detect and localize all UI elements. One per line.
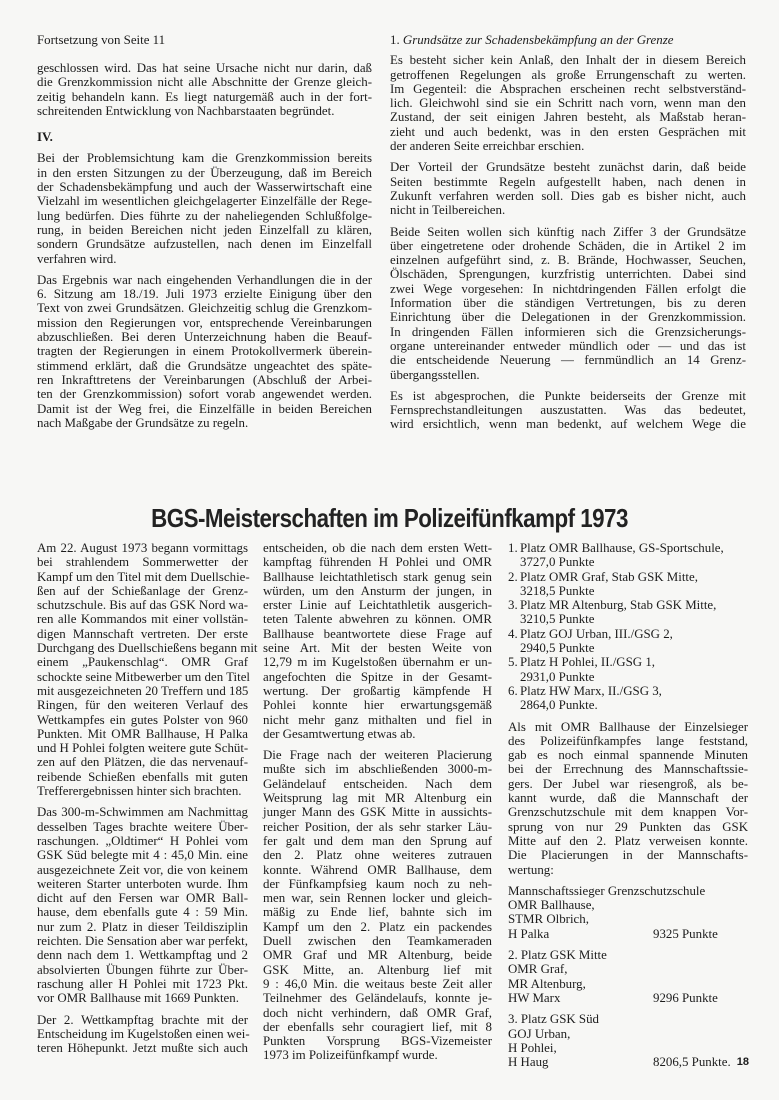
paragraph (37, 1013, 248, 1056)
text-line: einem „Paukenschlag“. OMR Graf (37, 655, 248, 670)
text-line: nur zum 2. Platz in dieser Teildisziplin (37, 919, 248, 934)
result-text (520, 627, 673, 656)
text-line: ßen auf der Schießanlage der Grenz- (37, 583, 248, 598)
text-line: seine Art. Mit der besten Weite von (263, 641, 492, 656)
result-points: 3210,5 Punkte (520, 612, 595, 627)
result-points: 2940,5 Punkte (520, 641, 595, 656)
text-line: mäßig zu Ende lief, bahnte sich im (263, 905, 492, 920)
text-line: OMR Graf und MR Altenburg, beide (263, 948, 492, 963)
team-points: 9325 Punkte (653, 926, 718, 941)
team-member-row (508, 912, 748, 926)
text-line: lich. Gleichwohl sind sie ein Schritt nach vorn, wenn man den (390, 96, 746, 111)
result-rank: 5. (508, 655, 518, 670)
text-line: Ballhause beantwortete diese Frage auf (263, 626, 492, 641)
text-line: angefochten die Spitze in der Gesamt- (263, 669, 492, 684)
team-member: OMR Graf, (508, 962, 568, 977)
team-title: 2. Platz GSK Mitte (508, 948, 607, 963)
team-member: H Palka (508, 926, 550, 941)
result-name: Platz HW Marx, II./GSG 3, (520, 683, 662, 698)
team-member-row (508, 1027, 748, 1041)
text-line: der Schadensbekämpfung und auch der Wasserwirtschaft eine (37, 180, 372, 195)
top-right-column (390, 33, 746, 432)
team-member-row (508, 962, 748, 976)
result-name: Platz OMR Graf, Stab GSK Mitte, (520, 569, 698, 584)
team-result (508, 948, 748, 1005)
paragraph (390, 225, 746, 382)
result-item (508, 684, 748, 713)
text-line: über eingetretene oder drohende Schäden, die in Artikel 2 im (390, 238, 746, 253)
result-rank: 3. (508, 598, 518, 613)
text-line: desselben Tages brachte weitere Über- (37, 819, 248, 834)
text-line: der Fünfkampfsieg kaum noch zu neh- (263, 876, 492, 891)
text-line: entscheiden, ob die nach dem ersten Wett- (263, 541, 492, 555)
paragraph (508, 720, 748, 877)
text-line: Punkten. Mit OMR Ballhause, H Palka (37, 726, 248, 741)
text-line: Weitsprung lag mit MR Altenburg ein (263, 791, 492, 806)
text-line: der anderen Seite erreichbar erschien. (390, 139, 585, 154)
text-line: sondern Grundsätze aufzustellen, nach denen im Einzelfall (37, 237, 372, 252)
text-line: Im Gegenteil: die Absprachen erscheinen recht selbstverständ- (390, 81, 746, 96)
team-member: H Haug (508, 1055, 549, 1070)
text-line: teren Höhepunkt. Jetzt mußte sich auch (37, 1041, 248, 1056)
text-line: gab es noch einmal spannende Minuten (508, 748, 748, 763)
text-line: Ölschäden, Sprengungen, kurzfristig unterrichten. Dabei sind (390, 267, 746, 282)
team-member: OMR Ballhause, (508, 898, 595, 913)
article-column-3 (508, 541, 748, 1069)
team-member-row (508, 991, 748, 1005)
team-member-row (508, 927, 748, 941)
text-line: mission den Regierungen vor, entsprechende Vereinbarungen (37, 315, 372, 330)
text-line: 1973 im Polizeifünfkampf wurde. (263, 1048, 438, 1063)
text-line: junger Mann des GSK Mitte in aussichts- (263, 805, 492, 820)
text-line: Als mit OMR Ballhause der Einzelsieger (508, 719, 748, 734)
text-line: GSK Mitte, an. Altenburg lief mit (263, 962, 492, 977)
text-line: In dringenden Fällen informieren sich die Grenzsicherungs- (390, 324, 746, 339)
text-line: Trefferergebnissen hinter sich brachten. (37, 784, 242, 799)
team-member: MR Altenburg, (508, 976, 586, 991)
paragraph (37, 805, 248, 1005)
text-line: bei strahlendem Sommerwetter der (37, 555, 248, 570)
text-line: Zukunft verfahren werden soll. Dies gab es bisher nicht, auch (390, 188, 746, 203)
text-line: Ringen, für den weiteren Verlauf des (37, 698, 248, 713)
text-line: nach Maßgabe der Grundsätze zu regeln. (37, 415, 249, 430)
text-line: Pohlei konnte hier erwartungsgemäß (263, 698, 492, 713)
team-result (508, 884, 748, 941)
team-points: 8206,5 Punkte. (653, 1055, 731, 1070)
text-line: schreitenden Entwicklung von Nachbarstaaten begründet. (37, 103, 335, 118)
text-line: fer galt und dem man den Sprung auf (263, 833, 492, 848)
text-line: dicht auf den Fersen war OMR Ball- (37, 891, 248, 906)
result-text (520, 598, 716, 627)
text-line: weiteren Starter unterboten wurde. Ihm (37, 876, 248, 891)
text-line: kannt wurde, daß die Mannschaft der (508, 791, 748, 806)
text-line: Ballhause leichtathletisch stark genug sein (263, 569, 492, 584)
paragraph (37, 61, 372, 118)
text-line: zieht und auch bedenkt, was in den ersten Gesprächen mit (390, 124, 746, 139)
text-line: zwei Wege vorgesehen: In nichtdringenden Fällen erfolgt die (390, 281, 746, 296)
result-points: 2864,0 Punkte. (520, 698, 598, 713)
text-line: der ebenfalls sehr couragiert lief, mit 8 (263, 1019, 492, 1034)
text-line: getroffenen Regelungen als große Errungenschaft zu werten. (390, 67, 746, 82)
paragraph (263, 748, 492, 1063)
text-line: reibende Schießen ebenfalls mit guten (37, 769, 248, 784)
text-line: des Polizeifünfkampfes lange feststand, (508, 733, 748, 748)
result-points: 3218,5 Punkte (520, 583, 595, 598)
result-item (508, 541, 748, 570)
results-paragraphs (508, 720, 748, 877)
result-name: Platz MR Altenburg, Stab GSK Mitte, (520, 598, 717, 613)
text-line: abzuschließen. Bei deren Unterzeichnung haben die Beauf- (37, 330, 372, 345)
team-member-row (508, 977, 748, 991)
text-line: Es ist abgesprochen, die Punkte beiderseits der Grenze mit (390, 388, 746, 403)
result-text (520, 570, 698, 599)
result-name: Platz GOJ Urban, III./GSG 2, (520, 626, 673, 641)
result-item (508, 598, 748, 627)
team-member: STMR Olbrich, (508, 912, 589, 927)
text-line: Fernsprechstandleitungen auszustatten. Was das bedeutet, (390, 403, 746, 418)
text-line: mußte sich im abschließenden 3000-m- (263, 762, 492, 777)
paragraph (37, 151, 372, 265)
text-line: gers. Der Jubel war riesengroß, als be- (508, 776, 748, 791)
text-line: Bei der Problemsichtung kam die Grenzkommission bereits (37, 151, 372, 166)
result-item (508, 627, 748, 656)
text-line: absolvierten Übungen führte zur Über- (37, 962, 248, 977)
section-heading (390, 33, 746, 47)
text-line: vor OMR Ballhause mit 1669 Punkten. (37, 991, 239, 1006)
text-line: hause, dem ebenfalls gute 4 : 59 Min. (37, 905, 248, 920)
text-line: Zustand, der seit einigen Jahren besteht, als Maßstab heran- (390, 110, 746, 125)
text-line: Mitte auf den 2. Platz verweisen konnte. (508, 833, 748, 848)
text-line: übergangsstellen. (390, 367, 480, 382)
result-item (508, 570, 748, 599)
text-line: Das Ergebnis war nach eingehenden Verhandlungen die in der (37, 272, 372, 287)
result-rank: 1. (508, 541, 518, 555)
text-line: raschung aller H Pohlei mit 1723 Pkt. (37, 976, 248, 991)
text-line: Der Vorteil der Grundsätze besteht zunächst darin, daß beide (390, 160, 746, 175)
paragraph (390, 53, 746, 153)
text-line: ren alle Kommandos mit einer vollstän- (37, 612, 248, 627)
paragraph (37, 541, 258, 799)
result-points: 3727,0 Punkte (520, 555, 595, 570)
text-line: Damit ist der Weg frei, die Einzelfälle in beiden Bereichen (37, 401, 372, 416)
text-line: kampftag führenden H Pohlei und OMR (263, 555, 492, 570)
team-member-row (508, 898, 748, 912)
team-member-row (508, 1055, 748, 1069)
text-line: lung bedürfen. Dies führte zu der naheliegenden Schlußfolge- (37, 208, 372, 223)
team-member: HW Marx (508, 990, 561, 1005)
text-line: Information über die ständigen Vertretungen, bis zu deren (390, 296, 746, 311)
team-title: Mannschaftssieger Grenzschutzschule (508, 883, 706, 898)
result-text (520, 541, 724, 570)
individual-results-list (508, 541, 748, 713)
text-line: ausgezeichnete Zeit vor, die von keinem (37, 862, 248, 877)
text-line: Seiten bestimmte Regeln aufgestellt haben, nach denen in (390, 174, 746, 189)
text-line: Entscheidung im Kugelstoßen einen wei- (37, 1026, 250, 1041)
paragraph (263, 541, 492, 741)
paragraph (37, 273, 372, 430)
result-name: Platz H Pohlei, II./GSG 1, (520, 655, 655, 670)
text-line: Am 22. August 1973 begann vormittags (37, 541, 248, 555)
text-line: teten Talente abwehren zu können. OMR (263, 612, 492, 627)
result-name: Platz OMR Ballhause, GS-Sportschule, (520, 541, 724, 555)
team-result (508, 1012, 748, 1069)
team-title: 3. Platz GSK Süd (508, 1012, 599, 1027)
text-line: die entscheidende Neuerung — fernmündlich an 14 Grenz- (390, 353, 746, 368)
text-line: tragten der Regierungen in einem Protokollvermerk überein- (37, 344, 372, 359)
team-results (508, 884, 748, 1070)
section-number: 1. (390, 33, 400, 47)
text-line: Punkten Vorsprung BGS-Vizemeister (263, 1034, 492, 1049)
section-body (390, 53, 746, 431)
result-text (520, 684, 662, 713)
text-line: 12,79 m im Kugelstoßen übernahm er un- (263, 655, 492, 670)
text-line: Es besteht sicher kein Anlaß, den Inhalt der in diesem Bereich (390, 53, 746, 68)
team-member: H Pohlei, (508, 1040, 557, 1055)
text-line: konnte. Während OMR Ballhause, dem (263, 862, 492, 877)
text-line: Teilnehmer des Geländelaufs, konnte je- (263, 991, 492, 1006)
text-line: geschlossen wird. Das hat seine Ursache nicht nur darin, daß (37, 61, 372, 75)
text-line: wertung. Der großartig kämpfende H (263, 683, 492, 698)
text-line: in den ersten Sitzungen zu der Überzeugung, daß im Bereich (37, 165, 372, 180)
text-line: nicht in Teilbereichen. (390, 203, 506, 218)
text-line: schutzschule. Bis auf das GSK Nord wa- (37, 598, 248, 613)
text-line: würden, um den Ansturm der jungen, in (263, 583, 492, 598)
result-text (520, 655, 655, 684)
text-line: schockte seine Mitbewerber um den Titel (37, 669, 251, 684)
text-line: reichten. Die Sensation aber war perfekt, (37, 934, 248, 949)
text-line: men war, sein Rennen locker und gleich- (263, 891, 492, 906)
paragraph (390, 389, 746, 432)
text-line: Einrichtung über die Delegationen in der Grenzkommission. (390, 310, 746, 325)
text-line: und H Pohlei folgten weitere gute Schüt- (37, 741, 249, 756)
section-heading: IV. (37, 130, 53, 145)
text-line: bei der Errechnung des Mannschaftssie- (508, 762, 748, 777)
text-line: Die Frage nach der weiteren Placierung (263, 748, 492, 763)
text-line: Kampf um den Titel mit dem Duellschie- (37, 569, 250, 584)
text-line: wertung: (508, 862, 554, 877)
text-line: Grenzschutzschule mit dem knappen Vor- (508, 805, 748, 820)
team-member: GOJ Urban, (508, 1026, 571, 1041)
text-line: denn nach dem 1. Wettkampftag und 2 (37, 948, 248, 963)
top-left-column (37, 61, 372, 430)
text-line: sprung von nur 29 Punkten das GSK (508, 819, 748, 834)
text-line: Das 300-m-Schwimmen am Nachmittag (37, 805, 248, 820)
text-line: die Grenzkommission nicht alle Abschnitte der Grenze gleich- (37, 75, 372, 90)
text-line: ten der Grenzkommission) sofort vorab angewendet werden. (37, 387, 372, 402)
text-line: Duell zwischen den Teamkameraden (263, 934, 492, 949)
text-line: Wettkampfes ein gutes Polster von 960 (37, 712, 248, 727)
text-line: Text von zwei Grundsätzen. Gleichzeitig schlug die Grenzkom- (37, 301, 372, 316)
text-line: rung, in beiden Bereichen nicht jeden Einzelfall zu klären, (37, 222, 372, 237)
result-rank: 4. (508, 626, 518, 641)
text-line: Der 2. Wettkampftag brachte mit der (37, 1012, 248, 1027)
section-title: Grundsätze zur Schadensbekämpfung an der Grenze (402, 33, 674, 47)
text-line: doch nicht verhindern, daß OMR Graf, (263, 1005, 492, 1020)
article-column-2 (263, 541, 492, 1063)
text-line: Beide Seiten wollen sich künftig nach Ziffer 3 der Grundsätze (390, 224, 746, 239)
text-line: der Gesamtwertung etwas ab. (263, 726, 416, 741)
result-rank: 2. (508, 569, 518, 584)
result-item (508, 655, 748, 684)
text-line: den 2. Platz ohne weiteres zutrauen (263, 848, 492, 863)
text-line: raschungen. „Oldtimer“ H Pohlei vom (37, 833, 248, 848)
text-line: verfahren wird. (37, 251, 117, 266)
text-line: ren Inkrafttretens der Vereinbarungen (Abschluß der Arbei- (37, 372, 372, 387)
text-line: digen Mannschaft vertreten. Der erste (37, 626, 248, 641)
text-line: wird ersichtlich, wenn man bedenkt, auf welchem Wege die (390, 417, 746, 432)
continuation-note: Fortsetzung von Seite 11 (37, 33, 166, 47)
result-rank: 6. (508, 683, 518, 698)
text-line: nicht mehr ganz mithalten und fiel in (263, 712, 492, 727)
text-line: Vielzahl im wesentlichen gleichgelagerter Einzelfälle der Rege- (37, 194, 372, 209)
text-line: einzelnen aufgeführt sind, z. B. Brände, Hochwasser, Seuchen, (390, 253, 746, 268)
paragraph (390, 160, 746, 217)
text-line: GSK Süd belegte mit 4 : 45,0 Min. eine (37, 848, 248, 863)
team-points: 9296 Punkte (653, 990, 718, 1005)
text-line: 9 : 46,0 Min. die weitaus beste Zeit aller (263, 976, 492, 991)
text-line: Geländelauf entscheiden. Nach dem (263, 776, 492, 791)
text-line: zen auf den Plätzen, die das nervenauf- (37, 755, 248, 770)
text-line: Durchgang des Duellschießens begann mit (37, 641, 258, 656)
page-number: 18 (736, 1056, 749, 1069)
text-line: stimmend erklärt, daß die Grundsätze ungeachtet des späte- (37, 358, 372, 373)
text-line: reicher Position, der als sehr starker Läu- (263, 819, 492, 834)
result-points: 2931,0 Punkte (520, 669, 595, 684)
team-member-row (508, 1041, 748, 1055)
text-line: erster Linie auf Leichtathletik ausgerich- (263, 598, 492, 613)
text-line: Die Placierungen in der Mannschafts- (508, 848, 748, 863)
text-line: organe untereinander entweder mündlich oder — und das ist (390, 338, 746, 353)
text-line: 6. Sitzung am 18./19. Juli 1973 erzielte Einigung über den (37, 287, 372, 302)
text-line: mit ausgezeichneten 20 Treffern und 185 (37, 683, 249, 698)
text-line: Kampf um den 2. Platz ein packendes (263, 919, 492, 934)
article-title: BGS-Meisterschaften im Polizeifünfkampf 1973 (151, 503, 628, 533)
text-line: zeitig behandeln kann. Es liegt naturgemäß auch in der fort- (37, 89, 372, 104)
article-column-1 (37, 541, 258, 1056)
